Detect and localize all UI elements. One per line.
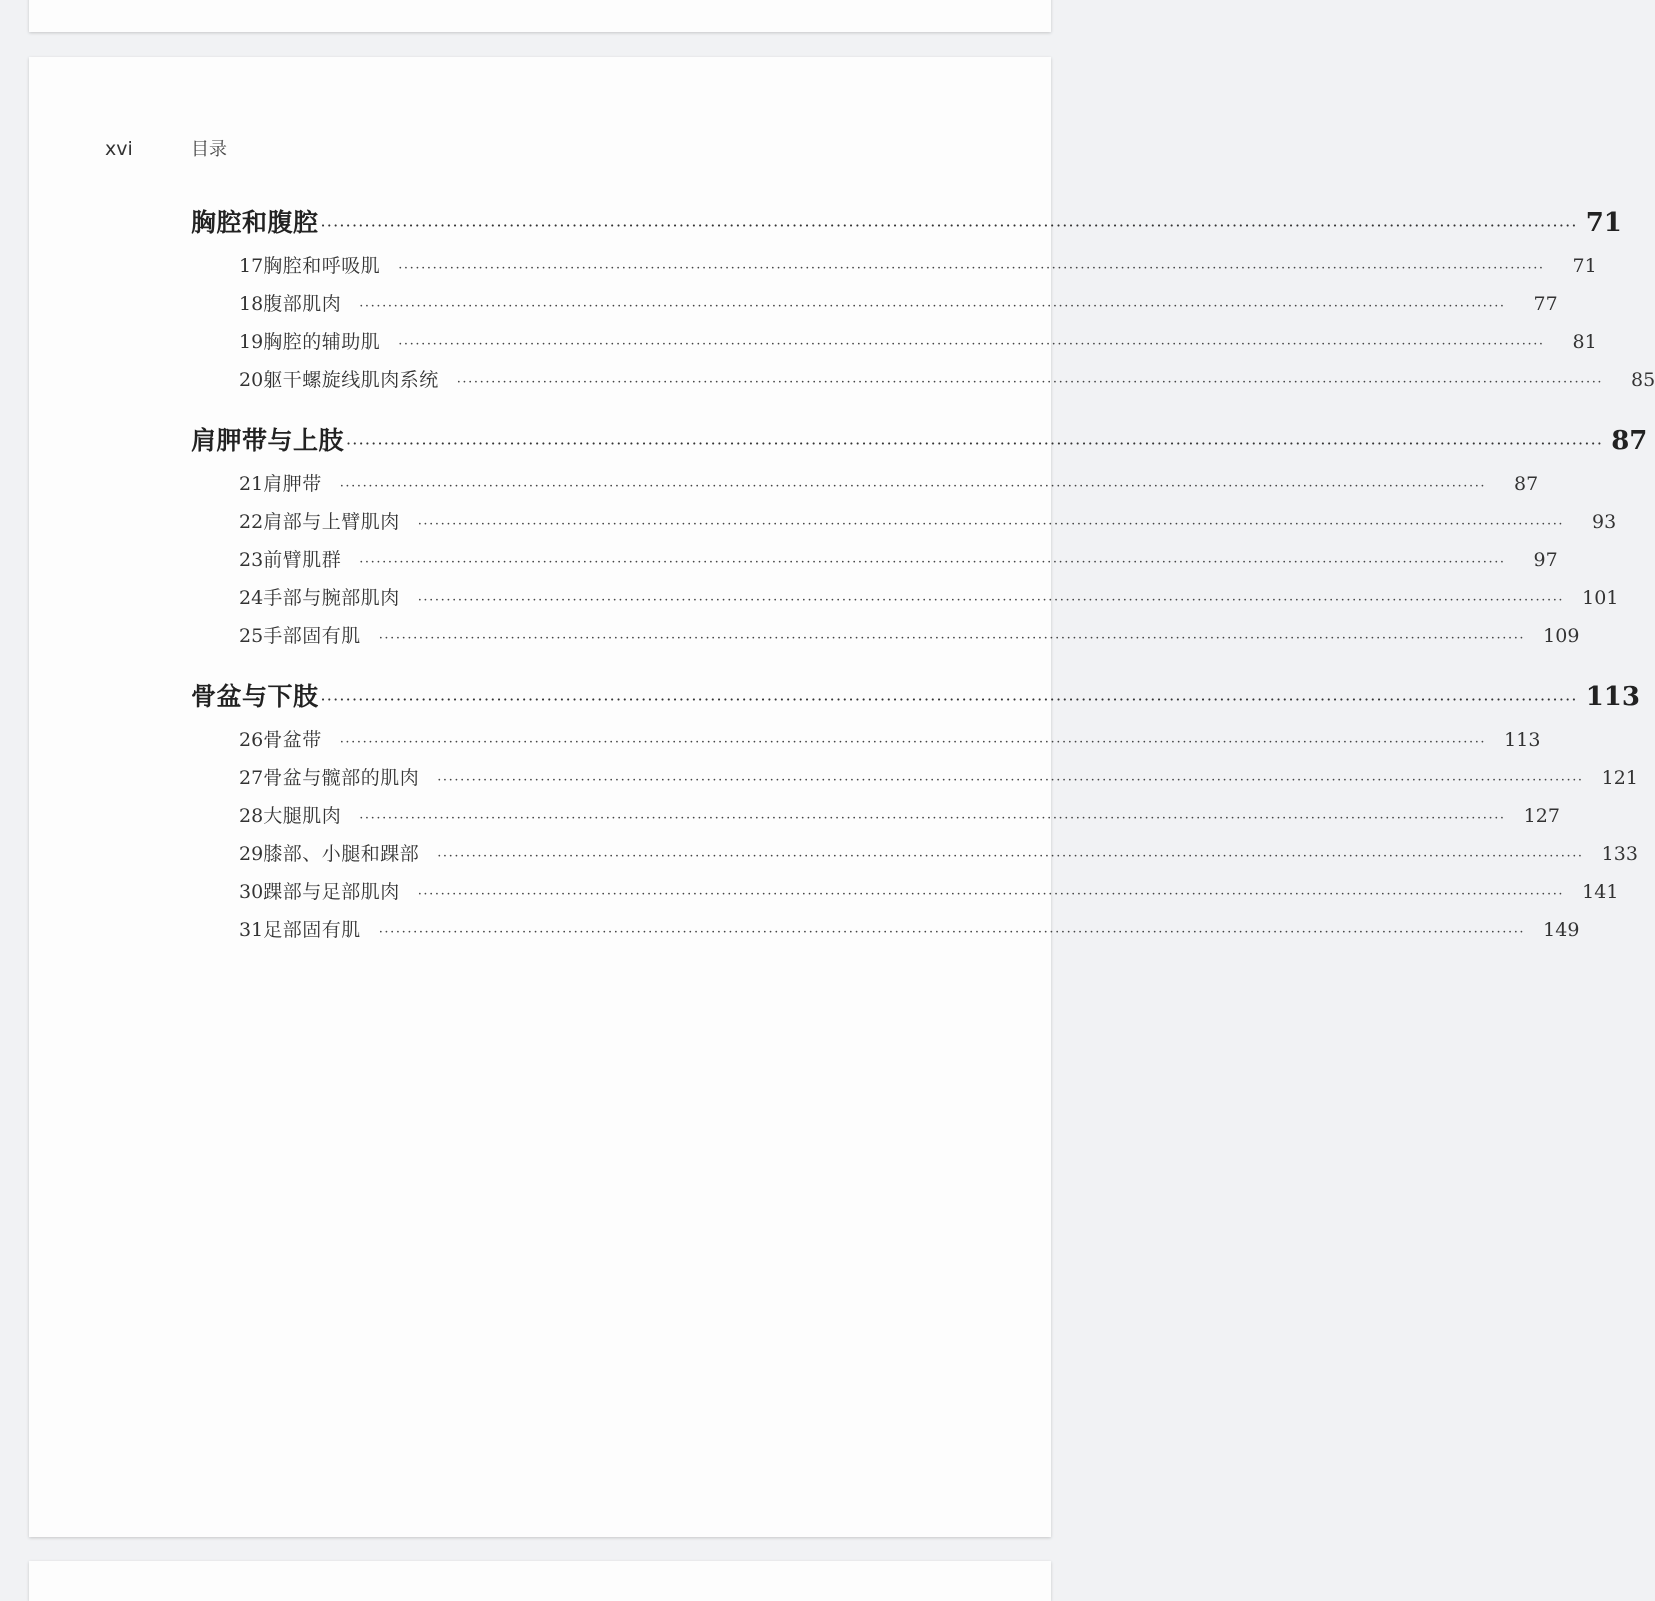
running-head: [105, 135, 227, 161]
chapter-title: 躯干螺旋线肌肉系统: [263, 369, 439, 391]
running-head-title: 目录: [191, 139, 227, 160]
dot-leader: ········································································································································································································: [346, 434, 1604, 453]
dot-leader: ········································································································································································································: [456, 375, 1604, 390]
toc-entry[interactable]: [191, 911, 1580, 949]
dot-leader: ········································································································································································································: [398, 261, 1545, 276]
chapter-title: 前臂肌群: [263, 549, 342, 571]
chapter-page-number: 133: [1601, 843, 1638, 865]
part-page-number: 71: [1585, 208, 1622, 238]
table-of-contents: [191, 199, 1655, 967]
toc-entry[interactable]: [191, 361, 1655, 399]
page: [29, 57, 1655, 1537]
chapter-title: 骨盆带: [263, 729, 322, 751]
part-heading[interactable]: [191, 417, 1648, 465]
chapter-page-number: 97: [1533, 549, 1558, 571]
dot-leader: ········································································································································································································: [378, 631, 1526, 646]
chapter-title: 胸腔的辅助肌: [263, 331, 381, 353]
dot-leader: ········································································································································································································: [359, 299, 1506, 314]
chapter-page-number: 87: [1513, 473, 1539, 495]
toc-part: [191, 417, 1648, 655]
dot-leader: ········································································································································································································: [378, 925, 1526, 940]
dot-leader: ········································································································································································································: [417, 593, 1565, 608]
toc-entry[interactable]: [191, 503, 1617, 541]
toc-entry[interactable]: [191, 579, 1619, 617]
toc-part: [191, 199, 1655, 399]
chapter-page-number: 85: [1630, 369, 1655, 391]
chapter-number: 25: [239, 625, 264, 647]
chapter-title: 胸腔和呼吸肌: [263, 255, 381, 277]
part-heading[interactable]: [191, 673, 1640, 721]
chapter-page-number: 101: [1582, 587, 1619, 609]
chapter-title: 踝部与足部肌肉: [263, 881, 400, 903]
chapter-page-number: 113: [1504, 729, 1541, 751]
dot-leader: ········································································································································································································: [417, 517, 1565, 532]
dot-leader: ········································································································································································································: [417, 887, 1565, 902]
toc-entry[interactable]: [191, 465, 1539, 503]
toc-part: [191, 673, 1640, 949]
dot-leader: ········································································································································································································: [320, 216, 1578, 235]
chapter-number: 24: [239, 587, 264, 609]
toc-entry[interactable]: [191, 617, 1580, 655]
chapter-number: 18: [239, 293, 264, 315]
chapter-title: 肩胛带: [263, 473, 322, 495]
chapter-title: 腹部肌肉: [263, 293, 342, 315]
part-page-number: 87: [1611, 426, 1648, 456]
chapter-number: 26: [239, 729, 264, 751]
chapter-number: 23: [239, 549, 264, 571]
chapter-number: 20: [239, 369, 264, 391]
part-title: 骨盆与下肢: [191, 682, 319, 711]
chapter-title: 手部固有肌: [263, 625, 361, 647]
part-heading[interactable]: [191, 199, 1622, 247]
chapter-title: 手部与腕部肌肉: [263, 587, 400, 609]
page-number: xvi: [105, 138, 133, 160]
chapter-page-number: 77: [1533, 293, 1558, 315]
toc-entry[interactable]: [191, 721, 1541, 759]
chapter-page-number: 121: [1601, 767, 1638, 789]
chapter-title: 肩部与上臂肌肉: [263, 511, 400, 533]
toc-entry[interactable]: [191, 323, 1597, 361]
part-title: 肩胛带与上肢: [191, 426, 345, 455]
chapter-title: 膝部、小腿和踝部: [263, 843, 420, 865]
chapter-page-number: 109: [1543, 625, 1580, 647]
dot-leader: ········································································································································································································: [359, 555, 1506, 570]
toc-entry[interactable]: [191, 759, 1638, 797]
chapter-number: 27: [239, 767, 264, 789]
chapter-number: 21: [239, 473, 264, 495]
dot-leader: ········································································································································································································: [398, 337, 1545, 352]
toc-entry[interactable]: [191, 835, 1638, 873]
dot-leader: ········································································································································································································: [320, 690, 1578, 709]
dot-leader: ········································································································································································································: [339, 735, 1487, 750]
chapter-title: 骨盆与髋部的肌肉: [263, 767, 420, 789]
toc-entry[interactable]: [191, 541, 1558, 579]
toc-entry[interactable]: [191, 797, 1560, 835]
chapter-number: 28: [239, 805, 264, 827]
chapter-number: 31: [239, 919, 264, 941]
toc-entry[interactable]: [191, 247, 1597, 285]
dot-leader: ········································································································································································································: [437, 773, 1584, 788]
chapter-page-number: 141: [1582, 881, 1619, 903]
chapter-number: 19: [239, 331, 264, 353]
chapter-page-number: 149: [1543, 919, 1580, 941]
chapter-number: 17: [239, 255, 264, 277]
toc-entry[interactable]: [191, 285, 1558, 323]
part-page-number: 113: [1585, 682, 1640, 712]
chapter-number: 22: [239, 511, 264, 533]
chapter-number: 29: [239, 843, 264, 865]
chapter-page-number: 71: [1572, 255, 1597, 277]
dot-leader: ········································································································································································································: [359, 811, 1506, 826]
previous-page: [29, 0, 1051, 32]
chapter-title: 足部固有肌: [263, 919, 361, 941]
part-title: 胸腔和腹腔: [191, 208, 319, 237]
chapter-page-number: 93: [1591, 511, 1617, 533]
chapter-page-number: 81: [1572, 331, 1597, 353]
chapter-title: 大腿肌肉: [263, 805, 342, 827]
dot-leader: ········································································································································································································: [437, 849, 1584, 864]
dot-leader: ········································································································································································································: [339, 479, 1487, 494]
chapter-number: 30: [239, 881, 264, 903]
next-page: [29, 1561, 1051, 1601]
chapter-page-number: 127: [1523, 805, 1560, 827]
toc-entry[interactable]: [191, 873, 1619, 911]
